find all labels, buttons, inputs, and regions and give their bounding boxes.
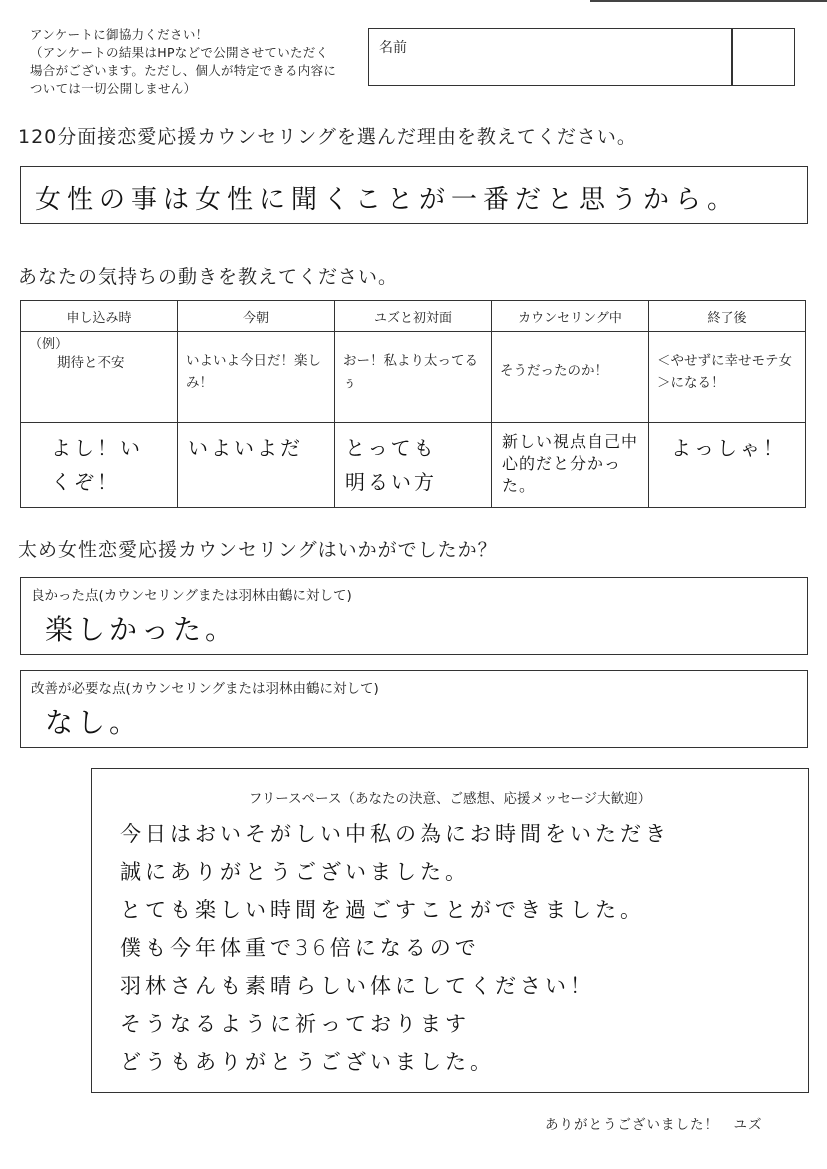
column-header: 終了後 — [649, 301, 806, 332]
improvement-answer: なし。 — [45, 706, 142, 739]
example-row — [21, 332, 806, 423]
good-points-box[interactable] — [20, 577, 808, 655]
answer-text: 新しい視点自己中心的だと分かった。 — [502, 432, 639, 495]
column-header: 今朝 — [178, 301, 335, 332]
improvement-label: 改善が必要な点(カウンセリングまたは羽林由鶴に対して) — [31, 681, 379, 697]
intro-line: 場合がございます。ただし、個人が特定できる内容に — [30, 63, 337, 78]
question-1-heading: 120分面接恋愛応援カウンセリングを選んだ理由を教えてください。 — [18, 126, 637, 148]
answer-cell[interactable] — [492, 423, 649, 508]
column-header: 申し込み時 — [21, 301, 178, 332]
question-3-heading: 太め女性恋愛応援カウンセリングはいかがでしたか？ — [18, 539, 498, 561]
message-line: 羽林さんも素晴らしい体にしてください！ — [120, 974, 595, 998]
example-text: そうだったのか！ — [500, 363, 608, 379]
question-2-heading: あなたの気持ちの動きを教えてください。 — [18, 266, 399, 288]
question-1-answer: 女性の事は女性に聞くことが一番だと思うから。 — [35, 185, 740, 215]
example-cell — [335, 332, 492, 423]
example-text: 期待と不安 — [57, 355, 125, 371]
example-text: おー！私より太ってるぅ — [343, 353, 478, 391]
top-edge-line — [590, 0, 827, 2]
intro-line: （アンケートの結果はHPなどで公開させていただく — [30, 45, 329, 60]
message-line: 今日はおいそがしい中私の為にお時間をいただき — [120, 822, 670, 846]
free-space-message — [120, 815, 670, 1081]
answer-cell[interactable] — [178, 423, 335, 508]
example-label: （例） — [29, 337, 69, 352]
question-1-answer-box[interactable] — [20, 166, 808, 224]
intro-text — [30, 26, 360, 98]
closing-thanks: ありがとうございました！ ユズ — [545, 1117, 763, 1133]
message-line: とても楽しい時間を過ごすことができました。 — [120, 898, 645, 922]
column-header: ユズと初対面 — [335, 301, 492, 332]
answer-cell[interactable] — [21, 423, 178, 508]
good-points-answer: 楽しかった。 — [45, 613, 238, 646]
answer-row — [21, 423, 806, 508]
intro-line: ついては一切公開しません） — [30, 81, 197, 96]
answer-cell[interactable] — [335, 423, 492, 508]
answer-text: よっしゃ！ — [671, 436, 786, 460]
message-line: 僕も今年体重で36倍になるので — [120, 936, 480, 960]
message-line: どうもありがとうございました。 — [120, 1050, 495, 1074]
example-text: ＜やせずに幸せモテ女＞になる！ — [657, 353, 792, 391]
example-cell — [649, 332, 806, 423]
good-points-label: 良かった点(カウンセリングまたは羽林由鶴に対して) — [31, 588, 352, 604]
example-text: いよいよ今日だ！楽しみ！ — [186, 353, 321, 391]
feelings-table — [20, 300, 806, 508]
answer-text: とっても明るい方 — [345, 436, 437, 494]
intro-line: アンケートに御協力ください！ — [30, 27, 209, 42]
answer-text: いよいよだ — [188, 436, 303, 460]
message-line: そうなるように祈っております — [120, 1012, 470, 1036]
example-cell — [21, 332, 178, 423]
free-space-label: フリースペース（あなたの決意、ご感想、応援メッセージ大歓迎） — [248, 791, 652, 807]
name-field[interactable] — [368, 28, 795, 86]
name-label: 名前 — [379, 40, 407, 56]
message-line: 誠にありがとうございました。 — [120, 860, 470, 884]
column-header: カウンセリング中 — [492, 301, 649, 332]
name-box-divider — [731, 29, 733, 85]
free-space-box[interactable] — [91, 768, 809, 1093]
improvement-box[interactable] — [20, 670, 808, 748]
example-cell — [178, 332, 335, 423]
answer-text: よし！いくぞ！ — [51, 436, 143, 494]
example-cell — [492, 332, 649, 423]
feelings-header-row — [21, 301, 806, 332]
answer-cell[interactable] — [649, 423, 806, 508]
